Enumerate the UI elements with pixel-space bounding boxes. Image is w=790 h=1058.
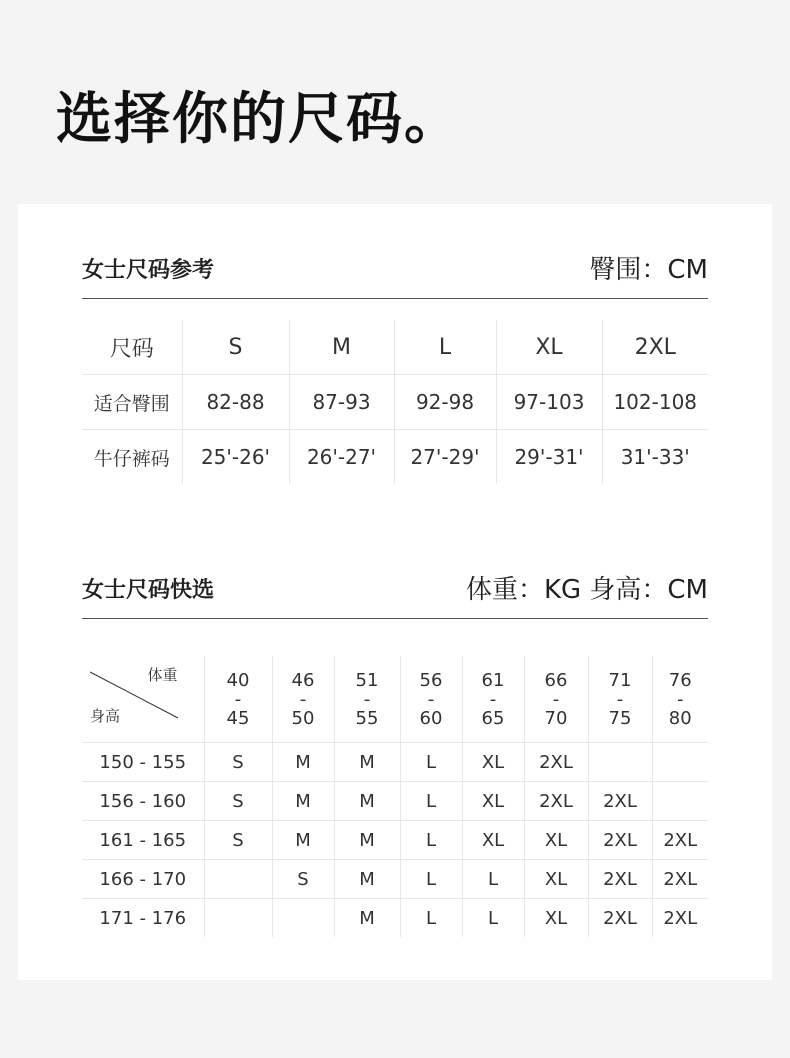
weight-dash: - <box>234 688 242 710</box>
weight-min: 46 <box>291 669 315 691</box>
size-cell: S <box>204 782 272 821</box>
table-cell: S <box>182 320 289 375</box>
size-cell: L <box>400 743 462 782</box>
weight-min: 71 <box>608 669 632 691</box>
size-cell <box>204 899 272 938</box>
size-cell: 2XL <box>588 821 652 860</box>
size-cell: XL <box>524 899 588 938</box>
size-cell: M <box>272 743 334 782</box>
table-cell: M <box>289 320 394 375</box>
weight-min: 56 <box>419 669 443 691</box>
height-label: 171 - 176 <box>82 899 204 938</box>
weight-max: 75 <box>608 707 632 729</box>
table-row <box>82 860 708 899</box>
table-row <box>82 430 708 485</box>
size-cell <box>272 899 334 938</box>
table-cell: 87-93 <box>289 375 394 430</box>
weight-dash: - <box>677 688 684 710</box>
size-cell: L <box>462 860 524 899</box>
weight-max: 60 <box>419 707 443 729</box>
size-cell: L <box>400 821 462 860</box>
weight-header <box>400 656 462 743</box>
weight-min: 51 <box>355 669 379 691</box>
size-cell <box>652 743 708 782</box>
size-cell: M <box>334 899 400 938</box>
height-label: 150 - 155 <box>82 743 204 782</box>
size-cell: 2XL <box>652 860 708 899</box>
weight-header <box>652 656 708 743</box>
size-cell <box>652 782 708 821</box>
corner-header <box>82 656 204 743</box>
weight-header <box>334 656 400 743</box>
size-cell: L <box>400 899 462 938</box>
row-label: 牛仔裤码 <box>82 430 182 485</box>
height-label: 161 - 165 <box>82 821 204 860</box>
row-label: 适合臀围 <box>82 375 182 430</box>
weight-header <box>588 656 652 743</box>
size-cell <box>588 743 652 782</box>
weight-max: 65 <box>481 707 505 729</box>
size-cell: XL <box>462 782 524 821</box>
size-cell: M <box>334 821 400 860</box>
table-row <box>82 899 708 938</box>
table-cell: 29'-31' <box>496 430 602 485</box>
table-row <box>82 375 708 430</box>
weight-dash: - <box>363 688 371 710</box>
weight-header <box>524 656 588 743</box>
section-title: 女士尺码参考 <box>82 258 215 283</box>
table-cell: L <box>394 320 496 375</box>
row-label: 尺码 <box>109 336 154 362</box>
section-header-reference <box>82 255 708 299</box>
size-cell: 2XL <box>588 860 652 899</box>
weight-dash: - <box>427 688 435 710</box>
size-cell: 2XL <box>524 782 588 821</box>
page-title: 选择你的尺码。 <box>56 87 462 152</box>
section-unit: 体重：KG 身高：CM <box>465 575 708 605</box>
size-cell: S <box>204 743 272 782</box>
section-unit: 臀围：CM <box>589 255 708 285</box>
table-row <box>82 743 708 782</box>
size-cell: L <box>400 782 462 821</box>
size-cell: 2XL <box>588 782 652 821</box>
table-cell: 31'-33' <box>602 430 708 485</box>
size-cell: S <box>204 821 272 860</box>
size-cell: M <box>272 782 334 821</box>
size-cell <box>204 860 272 899</box>
size-cell: XL <box>462 743 524 782</box>
height-axis-label: 身高 <box>90 707 121 725</box>
weight-dash: - <box>552 688 560 710</box>
table-row <box>82 821 708 860</box>
weight-min: 61 <box>481 669 505 691</box>
height-label: 156 - 160 <box>82 782 204 821</box>
size-cell: 2XL <box>652 821 708 860</box>
size-cell: 2XL <box>652 899 708 938</box>
weight-max: 50 <box>291 707 315 729</box>
table-cell: 82-88 <box>182 375 289 430</box>
weight-max: 55 <box>355 707 379 729</box>
size-cell: 2XL <box>588 899 652 938</box>
weight-max: 45 <box>226 707 250 729</box>
weight-header-row <box>82 656 708 743</box>
quick-select-table <box>82 656 708 937</box>
size-cell: XL <box>524 821 588 860</box>
weight-min: 40 <box>226 669 250 691</box>
section-header-quick-select <box>82 575 708 619</box>
weight-max: 70 <box>544 707 568 729</box>
table-cell: 92-98 <box>394 375 496 430</box>
weight-min: 76 <box>668 669 692 691</box>
table-cell: 25'-26' <box>182 430 289 485</box>
weight-dash: - <box>299 688 307 710</box>
size-cell: M <box>334 782 400 821</box>
weight-min: 66 <box>544 669 568 691</box>
size-cell: XL <box>524 860 588 899</box>
size-cell: L <box>400 860 462 899</box>
table-cell: 102-108 <box>602 375 708 430</box>
size-cell: XL <box>462 821 524 860</box>
weight-dash: - <box>616 688 624 710</box>
weight-dash: - <box>489 688 497 710</box>
table-cell: 97-103 <box>496 375 602 430</box>
weight-axis-label: 体重 <box>147 666 178 684</box>
table-row <box>82 320 708 375</box>
table-cell: 2XL <box>602 320 708 375</box>
size-cell: S <box>272 860 334 899</box>
size-cell: M <box>272 821 334 860</box>
size-guide-card <box>18 204 772 980</box>
size-reference-table <box>82 320 708 484</box>
size-cell: M <box>334 860 400 899</box>
weight-header <box>462 656 524 743</box>
height-label: 166 - 170 <box>82 860 204 899</box>
weight-header <box>204 656 272 743</box>
table-row <box>82 782 708 821</box>
size-cell: M <box>334 743 400 782</box>
table-cell: 26'-27' <box>289 430 394 485</box>
weight-header <box>272 656 334 743</box>
size-cell: 2XL <box>524 743 588 782</box>
size-cell: L <box>462 899 524 938</box>
weight-max: 80 <box>668 707 692 729</box>
table-cell: XL <box>496 320 602 375</box>
table-cell: 27'-29' <box>394 430 496 485</box>
section-title: 女士尺码快选 <box>82 578 215 603</box>
